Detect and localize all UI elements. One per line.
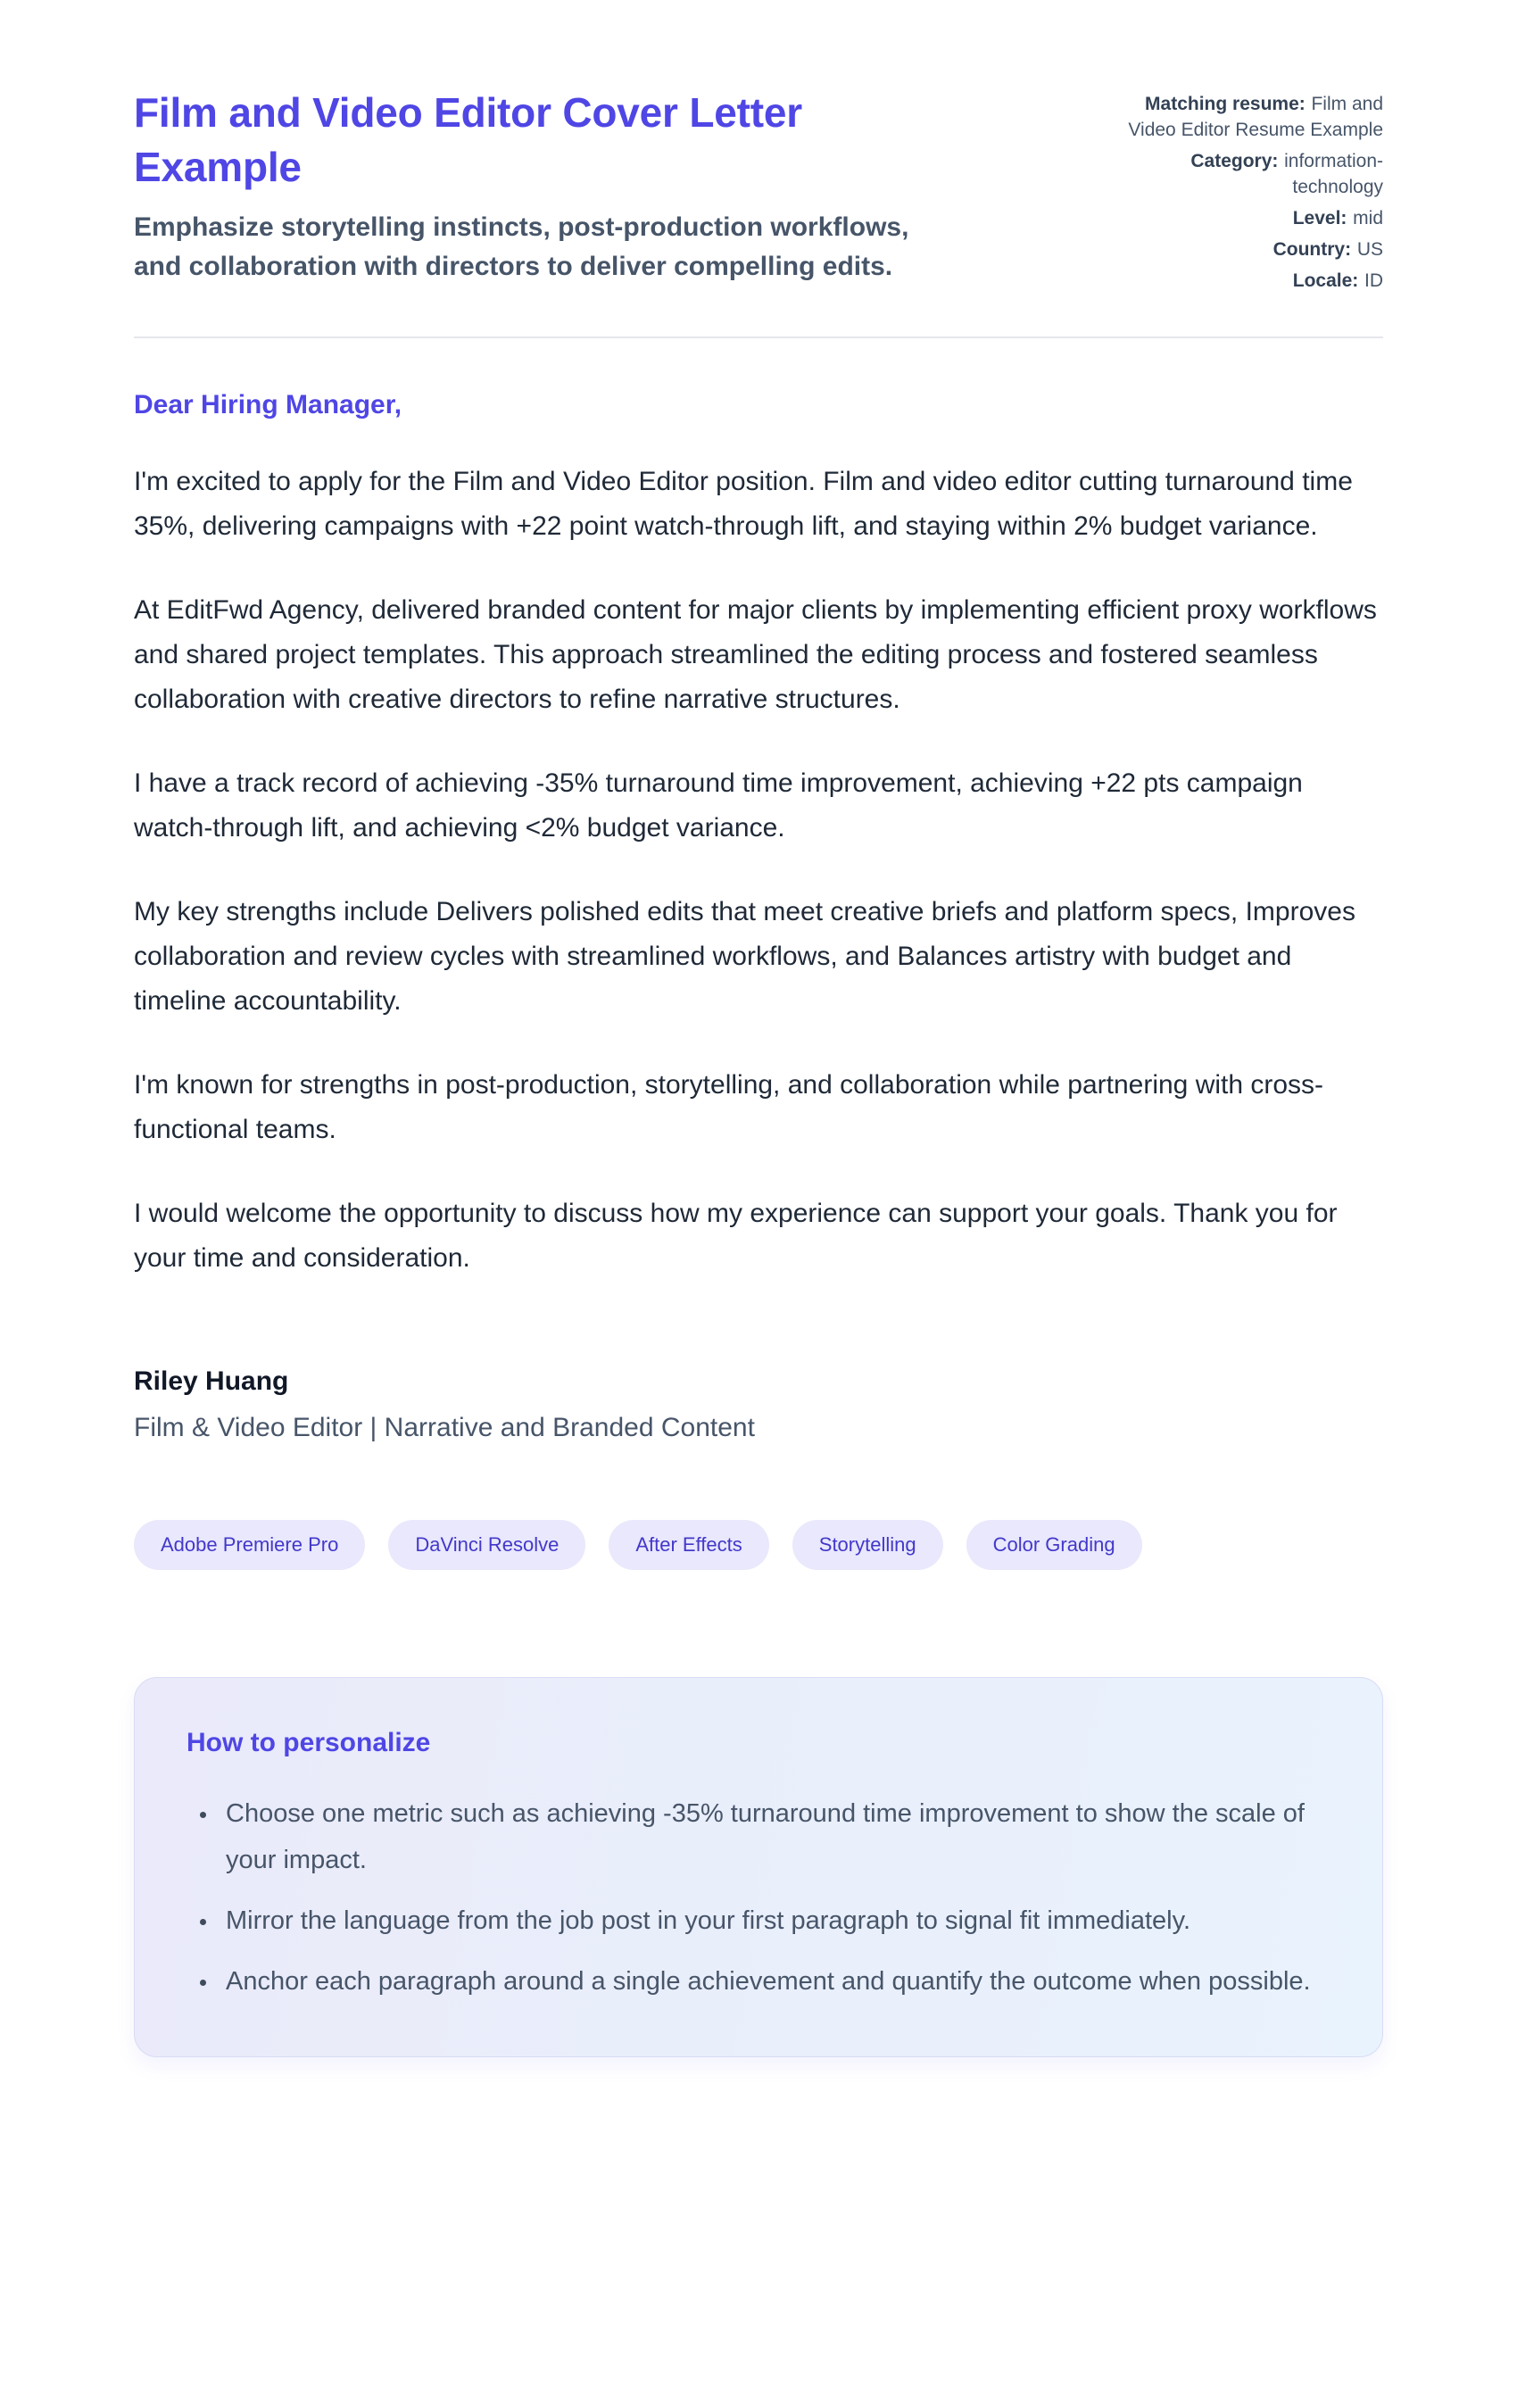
skill-tag-adobe-premiere-pro: Adobe Premiere Pro (134, 1520, 365, 1570)
meta-row-matching-resume (1124, 91, 1383, 143)
skill-tag-storytelling: Storytelling (792, 1520, 943, 1570)
letter-paragraph-1: I'm excited to apply for the Film and Video Editor position. Film and video editor cutting turnaround time 35%, delivering campaigns with +22 point watch-through lift, and staying within 2% budget variance. (134, 467, 1353, 541)
header-main (134, 86, 1089, 286)
skill-tag-after-effects: After Effects (609, 1520, 768, 1570)
meta-value: ID (1364, 270, 1383, 291)
meta-label: Level: (1292, 208, 1347, 228)
meta-value: mid (1353, 208, 1383, 228)
cover-letter-body (134, 390, 1383, 1443)
signature-role: Film & Video Editor | Narrative and Branded Content (134, 1413, 755, 1442)
signature-name: Riley Huang (134, 1366, 289, 1396)
meta-label: Category: (1190, 151, 1279, 171)
skill-tag-davinci-resolve: DaVinci Resolve (388, 1520, 585, 1570)
header-divider (134, 336, 1383, 338)
letter-paragraph-4: My key strengths include Delivers polished edits that meet creative briefs and platform specs, Improves collaboration and review cycles with streamlined workflows, and Balances artistry with budget and timeline accountability. (134, 897, 1355, 1016)
resume-meta-panel (1124, 86, 1383, 299)
meta-label: Matching resume: (1145, 94, 1306, 114)
tips-title: How to personalize (187, 1728, 431, 1757)
meta-row-country (1124, 237, 1383, 262)
meta-row-locale (1124, 268, 1383, 294)
page-header (134, 86, 1383, 299)
salutation: Dear Hiring Manager, (134, 390, 402, 419)
tips-list (187, 1790, 1330, 2005)
page-title: Film and Video Editor Cover Letter Example (134, 89, 802, 190)
letter-paragraph-5: I'm known for strengths in post-production, storytelling, and collaboration while partnering with cross-functional teams. (134, 1070, 1324, 1144)
skill-tag-color-grading: Color Grading (966, 1520, 1142, 1570)
meta-row-level (1124, 205, 1383, 231)
tip-item-2: • Mirror the language from the job post in your first paragraph to signal fit immediately. (219, 1897, 1330, 1944)
meta-value: information-technology (1284, 151, 1383, 197)
meta-label: Locale: (1292, 270, 1359, 291)
skill-tag-list (134, 1520, 1383, 1570)
meta-row-category (1124, 148, 1383, 200)
how-to-personalize-card (134, 1677, 1383, 2057)
page-subtitle: Emphasize storytelling instincts, post-production workflows, and collaboration with directors to deliver compelling edits. (134, 212, 909, 282)
letter-paragraph-6: I would welcome the opportunity to discuss how my experience can support your goals. Thank you for your time and consideration. (134, 1199, 1338, 1273)
meta-value: Film and Video Editor Resume Example (1128, 94, 1383, 140)
tip-item-1: • Choose one metric such as achieving -35% turnaround time improvement to show the scale of your impact. (219, 1790, 1330, 1883)
letter-paragraph-3: I have a track record of achieving -35% turnaround time improvement, achieving +22 pts campaign watch-through lift, and achieving <2% budget variance. (134, 768, 1303, 843)
letter-paragraph-2: At EditFwd Agency, delivered branded content for major clients by implementing efficient proxy workflows and shared project templates. This approach streamlined the editing process and fostered seamless collaboration with creative directors to refine narrative structures. (134, 595, 1377, 714)
signature-block (134, 1366, 1383, 1443)
tip-item-3: • Anchor each paragraph around a single achievement and quantify the outcome when possible. (219, 1958, 1330, 2005)
meta-value: US (1356, 239, 1383, 260)
meta-label: Country: (1272, 239, 1352, 260)
